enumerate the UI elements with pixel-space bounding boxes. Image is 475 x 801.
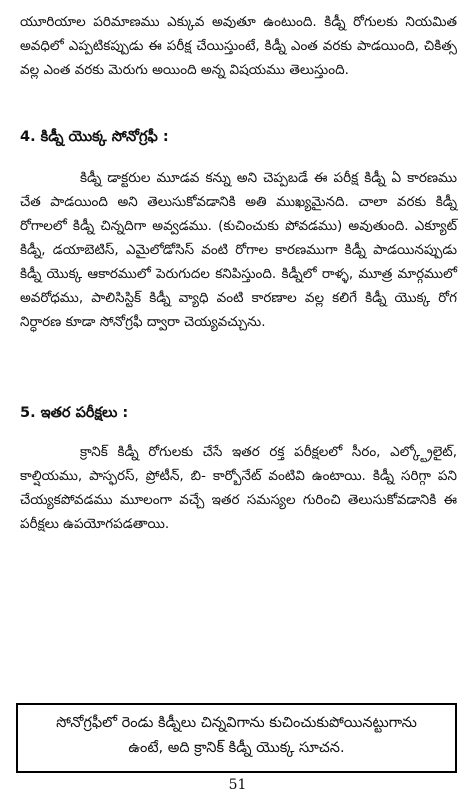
summary-note-box <box>16 703 457 773</box>
note-line-1: సోనోగ్రఫీలో రెండు కిడ్నీలు చిన్నవిగాను కుచించుకుపోయినట్టుగాను <box>56 715 417 731</box>
section-4-heading: 4. కిడ్నీ యొక్క సోనోగ్రఫీ : <box>20 129 169 145</box>
section-5-paragraph: క్రానిక్ కిడ్నీ రోగులకు చేసే ఇతర రక్త పరీక్షలలో సీరం, ఎల్క్ట్రోలైట్, కాల్షియము, పాస్ఫరస్, ప్రోటీన్, బి- కార్బోనేట్ వంటివి ఉంటాయి. కిడ్నీ సరిగ్గా పని చేయ్యకపోవడము మూలంగా వచ్చే ఇతర సమస్యల గురించి తెలుసుకోవడానికి ఈ పరీక్షలు ఉపయోగపడతాయి. <box>20 444 457 532</box>
page-number: 51 <box>228 777 247 793</box>
intro-paragraph: యూరియాల పరిమాణము ఎక్కువ అవుతూ ఉంటుంది. కిడ్నీ రోగులకు నియమిత అవధిలో ఎప్పటికప్పుడు ఈ పరీక్ష చేయిస్తుంటే, కిడ్నీ ఎంత వరకు పాడయింది, చికిత్స వల్ల ఎంత వరకు మెరుగు అయింది అన్న విషయము తెలుస్తుంది. <box>20 14 457 78</box>
note-line-2: ఉంటే, అది క్రానిక్ కిడ్నీ యొక్క సూచన. <box>128 740 345 756</box>
section-5-heading: 5. ఇతర పరీక్షలు : <box>20 405 129 421</box>
section-4-paragraph: కిడ్నీ డాక్టరుల మూడవ కన్ను అని చెప్పబడే ఈ పరీక్ష కిడ్నీ ఏ కారణము చేత పాడయింది అని తెలుసుకోవడానికి అతి ముఖ్యమైనది. చాలా వరకు కిడ్నీ రోగాలలో కిడ్నీ చిన్నదిగా అవ్వడము. (కుచించుకు పోవడము) అవుతుంది. ఎక్యూట్ కిడ్నీ, డయాబెటిస్, ఎమైలోడోసిస్ వంటి రోగాల కారణముగా కిడ్నీ పాడయినప్పుడు కిడ్నీ యొక్క ఆకారములో పెరుగుదల కనిపిస్తుంది. కిడ్నీలో రాళ్ళ, మూత్ర మార్గములో అవరోధము, పాలిసిస్టిక్ కిడ్నీ వ్యాధి వంటి కారణాల వల్ల కలిగే కిడ్నీ యొక్క రోగ నిర్ధారణ కూడా సోనోగ్రఫీ ద్వారా చెయ్యవచ్చును. <box>20 170 457 330</box>
